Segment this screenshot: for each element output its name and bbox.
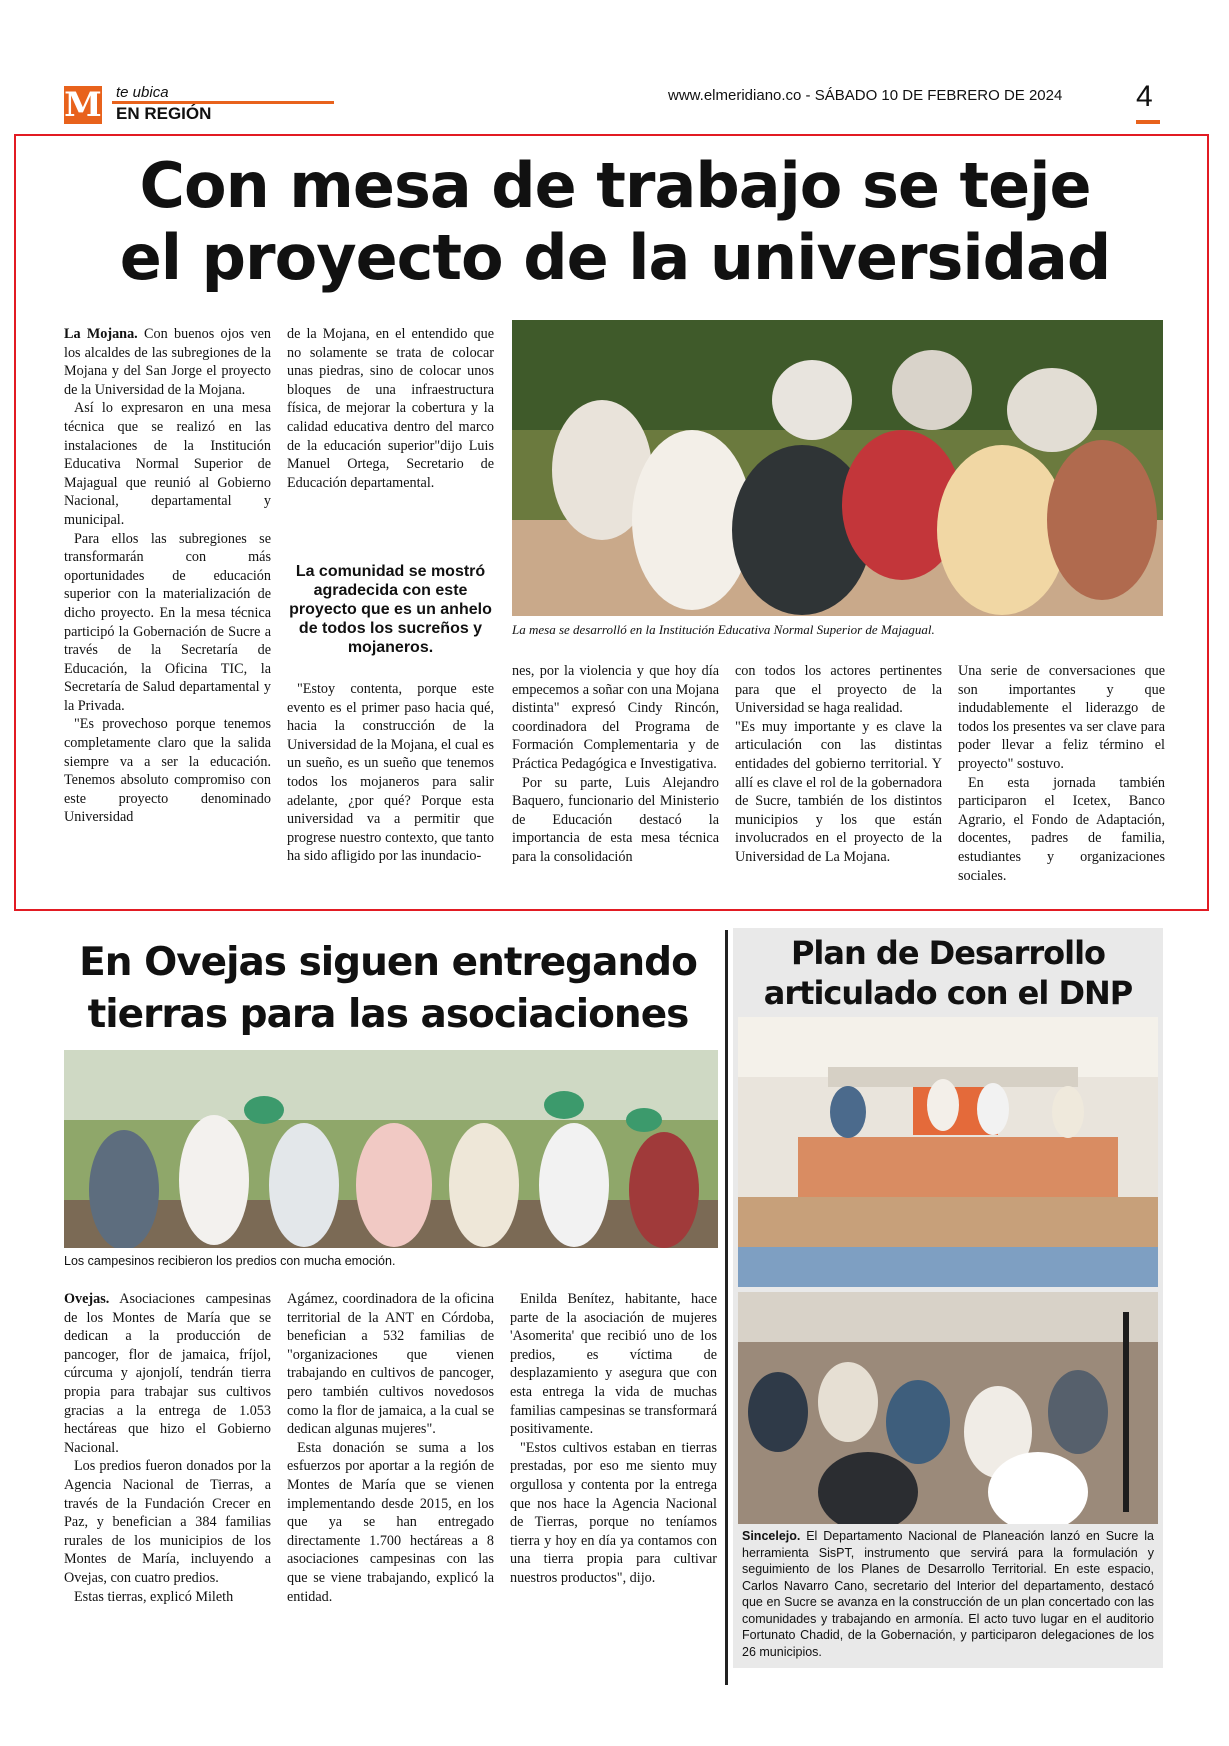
paragraph: Los predios fueron donados por la Agencia Nacional de Tierras, a través de la Fundación Crecer en Paz, y benefician a 384 familias rurales de los municipios de los Montes de María, incluyendo a Ovejas, con cuatro predios. — [64, 1458, 271, 1586]
main-article-column-5 — [958, 662, 1165, 885]
side-article-photo-stage — [738, 1017, 1158, 1287]
paragraph: Enilda Benítez, habitante, hace parte de la asociación de mujeres 'Asomerita' que recibió uno de los predios, es víctima de desplazamiento y asegura que con esta entrega la vida de muchas familias campesinas se transformará positivamente. — [510, 1291, 717, 1438]
paragraph: Para ellos las subregiones se transformarán con más oportunidades de educación superior con la materialización de dicho proyecto. En la mesa técnica participó la Gobernación de Sucre a través de la Secretaría de Educación, la Oficina TIC, la Secretaría de Salud departamental y la Privada. — [64, 530, 271, 714]
side-article-caption — [742, 1528, 1154, 1660]
main-article-column-3 — [512, 662, 719, 867]
paragraph: El Departamento Nacional de Planeación lanzó en Sucre la herramienta SisPT, instrumento que servirá para la formulación y seguimiento de los Planes de Desarrollo Territorial. En este espacio, Carlos Navarro Cano, secretario del Interior del departamento, destacó que en Sucre se avanza en la construcción de un plan concertado con las comunidades y trabajando en armonía. El acto tuvo lugar en el auditorio Fortunato Chadid, de la Gobernación, y participaron delegaciones de los 26 municipios. — [742, 1529, 1154, 1659]
paragraph: Estas tierras, explicó Mileth — [74, 1588, 234, 1605]
main-article-column-2-bottom — [287, 680, 494, 866]
page-number-rule — [1136, 120, 1160, 124]
paragraph: "Es provechoso porque tenemos completamente claro que la salida siempre va a ser la educación. Tenemos absoluto compromiso con este proyecto denominado Universidad — [64, 716, 271, 826]
paragraph: Una serie de conversaciones que son importantes y que indudablemente el liderazgo de todos los presentes va ser clave para poder llevar a feliz término el proyecto" sostuvo. — [958, 663, 1165, 772]
column-separator — [725, 930, 728, 1685]
second-article-column-3 — [510, 1290, 717, 1588]
main-headline — [40, 150, 1190, 294]
paragraph: con todos los actores pertinentes para que el proyecto de la Universidad se haga realidad. — [735, 663, 942, 717]
side-article-photo-audience — [738, 1292, 1158, 1524]
main-article-column-1 — [64, 325, 271, 827]
paragraph: Con buenos ojos ven los alcaldes de las subregiones de la Mojana y del San Jorge el proyecto de la Universidad de la Mojana. — [64, 326, 272, 398]
dateline: La Mojana. — [64, 326, 138, 342]
section-title: EN REGIÓN — [116, 104, 212, 123]
second-headline-line2: tierras para las asociaciones — [87, 992, 689, 1037]
paragraph: "Estoy contenta, porque este evento es el primer paso hacia qué, hacia la construcción de la Universidad de la Mojana, el cual es un sueño, es un sueño que tenemos todos los mojaneros para salir adelante, ¿por qué? Porque esta universidad va a permitir que progrese nuestro contexto, que tanto ha sido afligido por las inundacio- — [287, 681, 494, 865]
site-and-date: www.elmeridiano.co - SÁBADO 10 DE FEBRERO DE 2024 — [668, 87, 1063, 104]
pull-quote: La comunidad se mostró agradecida con este proyecto que es un anhelo de todos los sucreños y mojaneros. — [289, 563, 492, 656]
main-article-column-2-top — [287, 325, 494, 492]
side-headline — [738, 933, 1158, 1013]
section-subtitle: te ubica — [116, 84, 169, 101]
paragraph: En esta jornada también participaron el Icetex, Banco Agrario, el Fondo de Adaptación, docentes, padres de familia, estudiantes y organizaciones sociales. — [958, 774, 1165, 884]
second-headline-line1: En Ovejas siguen entregando — [79, 940, 697, 985]
paragraph: "Estos cultivos estaban en tierras prestadas, por eso me siento muy orgullosa y contenta por la entrega que nos hace la Agencia Nacional de Tierras, porque no teníamos tierra y hoy en día ya contamos con una tierra propia para cultivar nuestros productos", dijo. — [510, 1439, 717, 1586]
paragraph: "Es muy importante y es clave la articulación con las distintas entidades del gobierno territorial. Y allí es clave el rol de la gobernadora de Sucre, también de los distintos municipios y los que están involucrados en el proyecto de la Universidad de La Mojana. — [735, 718, 942, 865]
second-article-photo — [64, 1050, 718, 1248]
second-article-column-2 — [287, 1290, 494, 1606]
main-headline-line2: el proyecto de la universidad — [119, 221, 1111, 294]
paragraph: Asociaciones campesinas de los Montes de María que se dedican a la producción de pancoger, flor de jamaica, fríjol, cúrcuma y ajonjolí, tendrán tierra propia para trabajar sus cultivos gracias a la entrega de 1.053 hectáreas que hizo el Gobierno Nacional. — [64, 1291, 271, 1456]
paragraph: Esta donación se suma a los esfuerzos por aportar a la región de Montes de María que se vienen implementando desde 2015, en los que ya se han entregado directamente 1.700 hectáreas a 8 asociaciones campesinas con las que se viene trabajando, explicó la entidad. — [287, 1439, 494, 1605]
second-headline — [58, 937, 718, 1041]
main-article-photo — [512, 320, 1163, 616]
paragraph: Así lo expresaron en una mesa técnica que se realizó en las instalaciones de la Institución Educativa Normal Superior de Majagual que reunió al Gobierno Nacional, departamental y municipal. — [64, 400, 271, 528]
main-photo-caption: La mesa se desarrolló en la Institución Educativa Normal Superior de Majagual. — [512, 622, 935, 637]
second-photo-caption: Los campesinos recibieron los predios con mucha emoción. — [64, 1254, 396, 1268]
paragraph: nes, por la violencia y que hoy día empecemos a soñar con una Mojana distinta" expresó Cindy Rincón, coordinadora del Programa de Formación Complementaria y de Práctica Pedagógica e Investigativa. — [512, 663, 719, 772]
newspaper-logo: M — [64, 85, 102, 125]
side-headline-line2: articulado con el DNP — [763, 974, 1133, 1012]
main-article-column-4 — [735, 662, 942, 867]
dateline: Ovejas. — [64, 1291, 110, 1307]
paragraph: Agámez, coordinadora de la oficina territorial de la ANT en Córdoba, benefician a 532 familias de "organizaciones que vienen trabajando en cultivos de pancoger, pero también cultivos novedosos como la flor de jamaica, a la cual se dedican algunas mujeres". — [287, 1291, 494, 1438]
side-headline-line1: Plan de Desarrollo — [790, 934, 1106, 972]
paragraph: Por su parte, Luis Alejandro Baquero, funcionario del Ministerio de Educación destacó la importancia de esta mesa técnica para la consolidación — [512, 774, 719, 865]
second-article-column-1 — [64, 1290, 271, 1606]
main-headline-line1: Con mesa de trabajo se teje — [139, 149, 1091, 222]
paragraph: de la Mojana, en el entendido que no solamente se trata de colocar unas piedras, sino de colocar unos bloques de una infraestructura física, de mejorar la cobertura y la calidad educativa dentro del marco de la educación superior"dijo Luis Manuel Ortega, Secretario de Educación departamental. — [287, 326, 494, 491]
dateline: Sincelejo. — [742, 1529, 801, 1543]
page-number: 4 — [1136, 80, 1153, 113]
